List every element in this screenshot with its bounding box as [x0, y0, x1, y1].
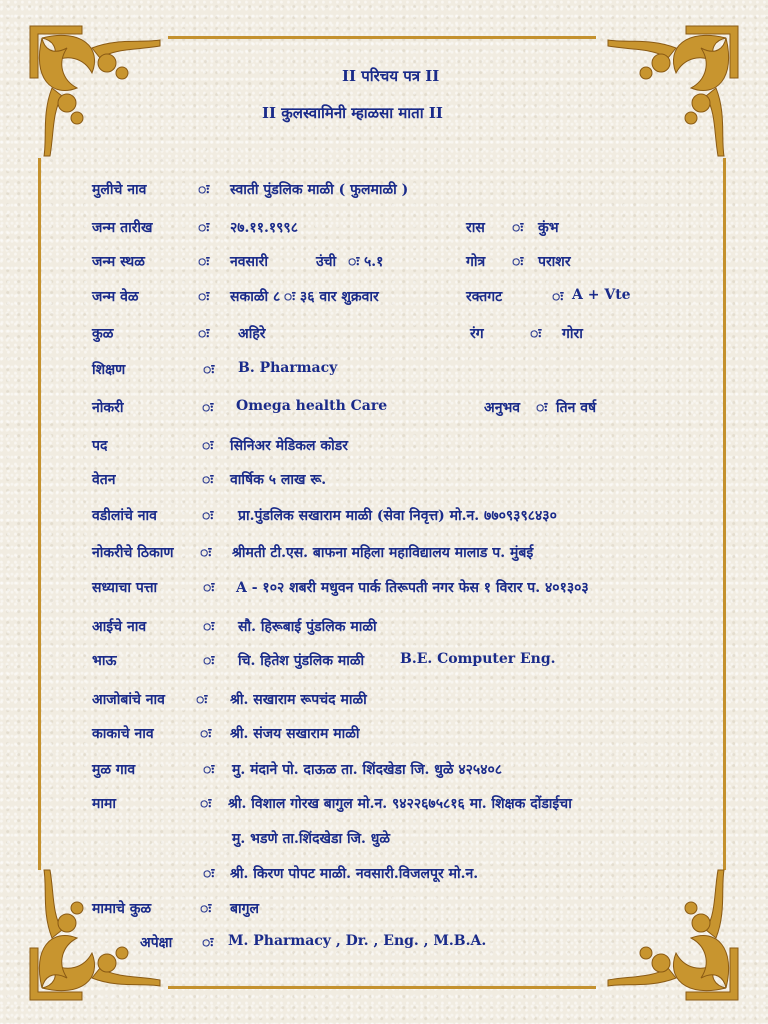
- birthplace-label: जन्म स्थळ: [92, 254, 145, 270]
- height-value: ५.१: [364, 254, 384, 270]
- salary-colon: ः: [202, 472, 214, 488]
- bloodgroup-colon: ः: [552, 289, 564, 305]
- frame-border-top: [168, 36, 596, 39]
- experience-value: तिन वर्ष: [556, 400, 597, 416]
- gotra-value: पराशर: [538, 254, 571, 270]
- height-label: उंची: [316, 254, 337, 270]
- complexion-value: गोरा: [562, 326, 583, 342]
- father-colon: ः: [202, 508, 214, 524]
- birthplace-colon: ः: [198, 254, 210, 270]
- gotra-colon: ः: [512, 254, 524, 270]
- corner-ornament-top-left: [22, 18, 162, 158]
- name-label: मुलीचे नाव: [92, 182, 147, 198]
- height-colon: ः: [348, 254, 360, 270]
- address-value: A - १०२ शबरी मधुवन पार्क तिरूपती नगर फेस १ विरार प. ४०१३०३: [236, 580, 589, 596]
- uncle-label: काकाचे नाव: [92, 726, 154, 742]
- corner-ornament-bottom-right: [606, 868, 746, 1008]
- mama-colon: ः: [200, 796, 212, 812]
- grandfather-label: आजोबांचे नाव: [92, 692, 165, 708]
- father-label: वडीलांचे नाव: [92, 508, 157, 524]
- name-value: स्वाती पुंडलिक माळी ( फुलमाळी ): [230, 182, 409, 198]
- experience-label: अनुभव: [484, 400, 521, 416]
- brother-label: भाऊ: [92, 653, 117, 669]
- birthtime-colon: ः: [198, 289, 210, 305]
- job-label: नोकरी: [92, 400, 124, 416]
- education-colon: ः: [203, 362, 215, 378]
- rashi-label: रास: [466, 220, 485, 236]
- mamakul-label: मामाचे कुळ: [92, 901, 152, 917]
- post-label: पद: [92, 438, 108, 454]
- education-value: B. Pharmacy: [238, 360, 338, 376]
- frame-border-right: [723, 158, 726, 870]
- frame-border-bottom: [168, 986, 596, 989]
- mamakul-colon: ः: [200, 901, 212, 917]
- bloodgroup-value: A + Vte: [572, 287, 631, 303]
- brother-colon: ः: [203, 653, 215, 669]
- post-colon: ः: [202, 438, 214, 454]
- workplace-value: श्रीमती टी.एस. बाफना महिला महाविद्यालय मालाड प. मुंबई: [232, 545, 534, 561]
- mama-label: मामा: [92, 796, 116, 812]
- mother-label: आईचे नाव: [92, 619, 147, 635]
- education-label: शिक्षण: [92, 362, 126, 378]
- workplace-label: नोकरीचे ठिकाण: [92, 545, 174, 561]
- gotra-label: गोत्र: [466, 254, 486, 270]
- job-colon: ः: [202, 400, 214, 416]
- mama-value: श्री. विशाल गोरख बागुल मो.न. ९४२२६७५८१६ मा. शिक्षक दोंडाईचा: [228, 796, 572, 812]
- salary-label: वेतन: [92, 472, 116, 488]
- mama2-value: श्री. किरण पोपट माळी. नवसारी.विजलपूर मो.न.: [230, 866, 479, 882]
- corner-ornament-top-right: [606, 18, 746, 158]
- address-colon: ः: [203, 580, 215, 596]
- mother-colon: ः: [203, 619, 215, 635]
- mother-value: सौ. हिरूबाई पुंडलिक माळी: [238, 619, 377, 635]
- father-value: प्रा.पुंडलिक सखाराम माळी (सेवा निवृत्त) मो.न. ७७०९३९८४३०: [238, 508, 557, 524]
- document-title: II परिचय पत्र II: [342, 67, 440, 85]
- deity-invocation: II कुलस्वामिनी म्हाळसा माता II: [262, 104, 443, 122]
- brother-qualification: B.E. Computer Eng.: [400, 651, 556, 667]
- kul-label: कुळ: [92, 326, 114, 342]
- dob-value: २७.११.१९९८: [230, 220, 298, 236]
- rashi-value: कुंभ: [538, 220, 559, 236]
- native-value: मु. मंदाने पो. दाऊळ ता. शिंदखेडा जि. धुळे ४२५४०८: [232, 762, 503, 778]
- grandfather-value: श्री. सखाराम रूपचंद माळी: [230, 692, 367, 708]
- uncle-colon: ः: [200, 726, 212, 742]
- address-label: सध्याचा पत्ता: [92, 580, 158, 596]
- expectation-label: अपेक्षा: [140, 935, 173, 951]
- birthtime-value: सकाळी ८ ः ३६ वार शुक्रवार: [230, 289, 379, 305]
- expectation-colon: ः: [202, 935, 214, 951]
- native-colon: ः: [203, 762, 215, 778]
- frame-border-left: [38, 158, 41, 870]
- complexion-colon: ः: [530, 326, 542, 342]
- kul-value: अहिरे: [238, 326, 266, 342]
- workplace-colon: ः: [200, 545, 212, 561]
- kul-colon: ः: [198, 326, 210, 342]
- uncle-value: श्री. संजय सखाराम माळी: [230, 726, 360, 742]
- mama2-colon: ः: [203, 866, 215, 882]
- post-value: सिनिअर मेडिकल कोडर: [230, 438, 348, 454]
- dob-label: जन्म तारीख: [92, 220, 153, 236]
- rashi-colon: ः: [512, 220, 524, 236]
- mama-address: मु. भडणे ता.शिंदखेडा जि. धुळे: [232, 831, 390, 847]
- dob-colon: ः: [198, 220, 210, 236]
- birthtime-label: जन्म वेळ: [92, 289, 139, 305]
- salary-value: वार्षिक ५ लाख रू.: [230, 472, 327, 488]
- grandfather-colon: ः: [196, 692, 208, 708]
- mamakul-value: बागुल: [230, 901, 259, 917]
- birthplace-value: नवसारी: [230, 254, 268, 270]
- name-colon: ः: [198, 182, 210, 198]
- expectation-value: M. Pharmacy , Dr. , Eng. , M.B.A.: [228, 933, 487, 949]
- native-label: मुळ गाव: [92, 762, 136, 778]
- bloodgroup-label: रक्तगट: [466, 289, 503, 305]
- complexion-label: रंग: [470, 326, 484, 342]
- experience-colon: ः: [536, 400, 548, 416]
- job-value: Omega health Care: [236, 398, 388, 414]
- brother-value: चि. हितेश पुंडलिक माळी: [238, 653, 365, 669]
